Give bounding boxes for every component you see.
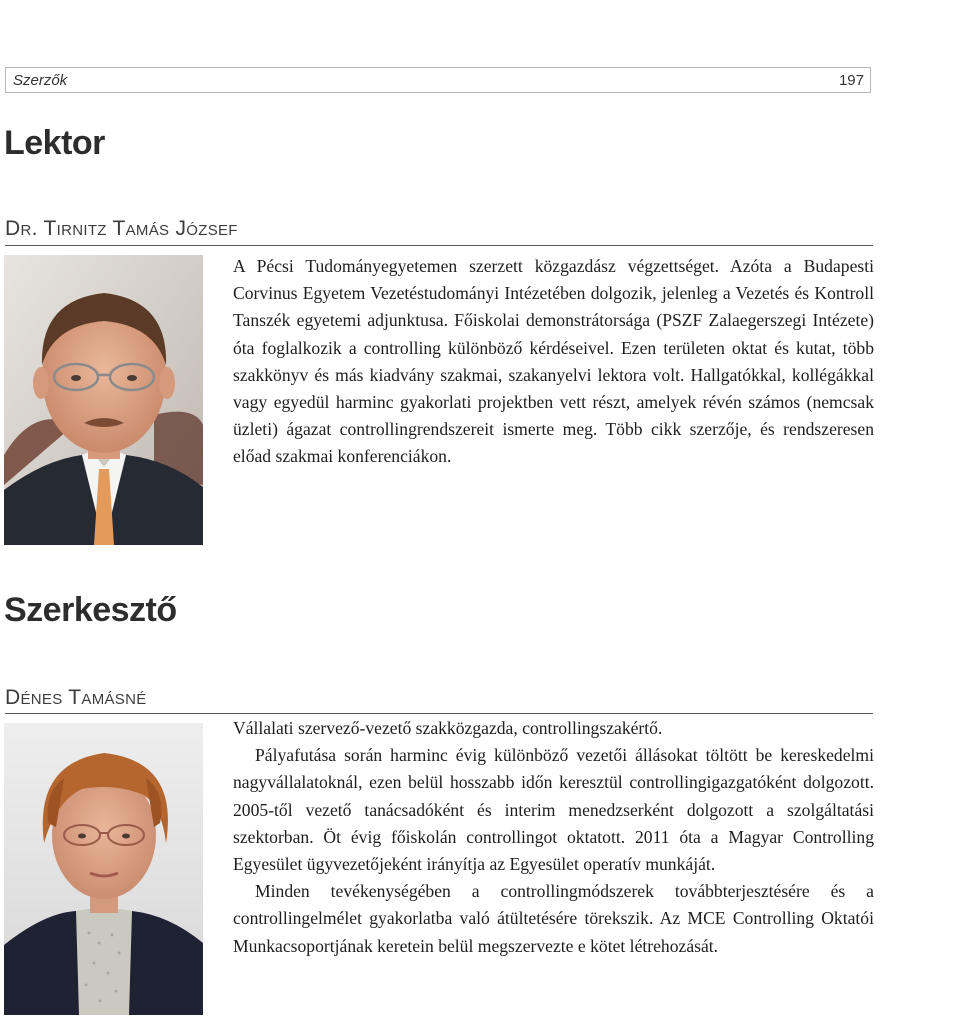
reviewer-section-title: Lektor	[4, 124, 105, 162]
reviewer-bio-paragraph: A Pécsi Tudományegyetemen szerzett közgazdász végzettséget. Azóta a Budapesti Corvinus Egyetem Vezetéstudományi Intézetében dolgozik, jelenleg a Vezetés és Kontroll Tanszék egyetemi adjunktusa. Főiskolai demonstrátorsága (PSZF Zalaegerszegi Intézete) óta foglalkozik a controlling különböző kérdéseivel. Ezen területen oktat és kutat, több szakkönyv és más kiadvány szakmai, szakanyelvi lektora volt. Hallgatókkal, kollégákkal vagy egyedül harminc gyakorlati projektben vett részt, amelyek révén számos (nemcsak üzleti) ágazat controllingrendszereit ismerte meg. Több cikk szerzője, és rendszeresen előad szakmai konferenciákon.	[233, 256, 874, 467]
editor-portrait-image	[4, 723, 203, 1015]
editor-bio-intro: Vállalati szervező-vezető szakközgazda, controllingszakértő.	[233, 718, 663, 738]
header-section-label: Szerzők	[13, 72, 68, 89]
page-number: 197	[838, 72, 864, 89]
editor-bio-career: Pályafutása során harminc évig különböző vezetői állásokat töltött be kereskedelmi nagyvállalatoknál, ezen belül hosszabb időn keresztül controllingigazgatóként dolgozott. 2005-től vezető tanácsadóként és interim menedzserként dolgozott a szolgáltatási szektorban. Öt évig főiskolán controllingot oktatott. 2011 óta a Magyar Controlling Egyesület ügyvezetőjeként irányítja az Egyesület operatív munkáját.	[233, 745, 874, 875]
running-header	[5, 67, 871, 93]
reviewer-portrait-image	[4, 255, 203, 545]
reviewer-portrait	[4, 255, 203, 545]
editor-portrait	[4, 723, 203, 1015]
editor-name-rule	[5, 713, 873, 714]
editor-name: Dénes Tamásné	[5, 686, 147, 709]
editor-section-title: Szerkesztő	[4, 591, 177, 629]
reviewer-bio	[233, 253, 874, 471]
reviewer-name-rule	[5, 245, 873, 246]
reviewer-name: Dr. Tirnitz Tamás József	[5, 217, 238, 240]
editor-bio-activities: Minden tevékenységében a controllingmódszerek továbbterjesztésére és a controllingelmélet gyakorlatba való átültetésére törekszik. Az MCE Controlling Oktatói Munkacsoportjának keretein belül megszervezte e kötet létrehozását.	[233, 881, 874, 956]
editor-bio	[233, 715, 874, 960]
